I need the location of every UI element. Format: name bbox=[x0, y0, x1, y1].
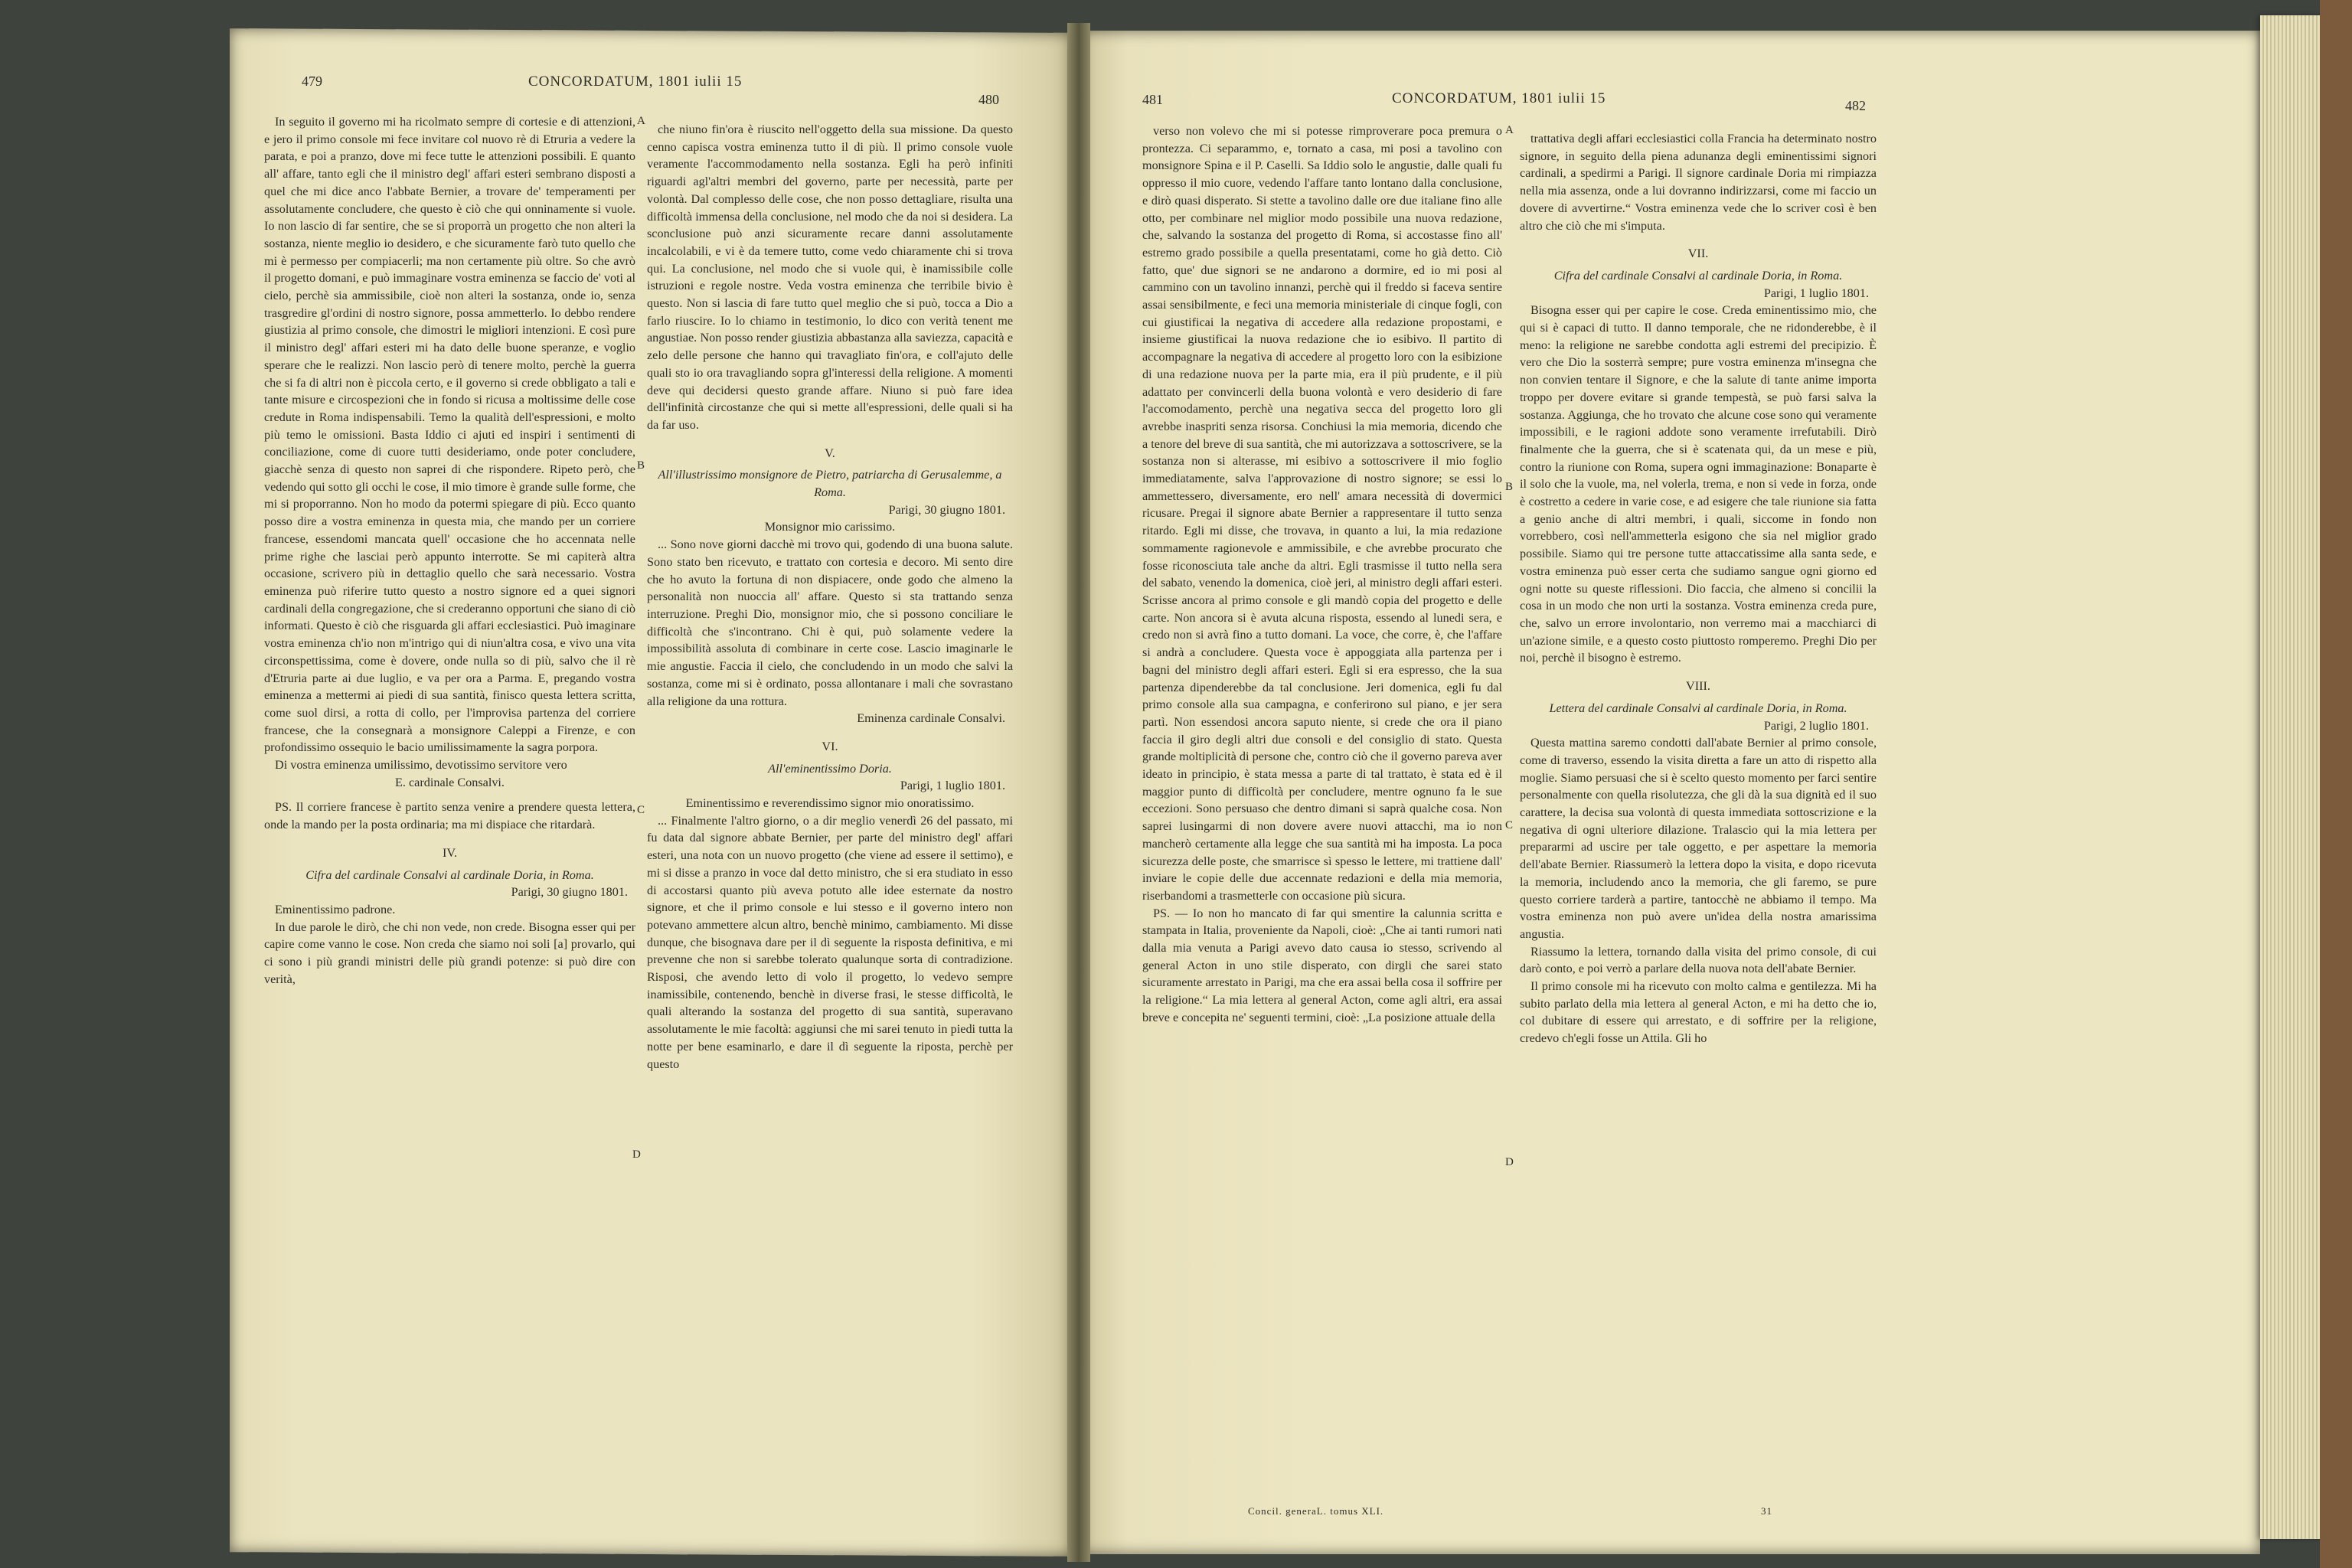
dateline: Parigi, 1 luglio 1801. bbox=[1763, 286, 1869, 300]
section-heading: VII. bbox=[1687, 247, 1709, 261]
footer-signature-number: 31 bbox=[1761, 1505, 1772, 1517]
column-1 bbox=[264, 113, 635, 988]
salutation: Eminentissimo e reverendissimo signor mio onoratissimo. bbox=[685, 796, 975, 811]
section-heading: VIII. bbox=[1686, 679, 1710, 694]
paragraph: Riassumo la lettera, tornando dalla visita del primo console, di cui darò conto, e poi verrò a parlare della nuova nota dell'abate Bernier. bbox=[1520, 944, 1877, 976]
footer-signature: Concil. generaL. tomus XLI. bbox=[1248, 1505, 1384, 1517]
salutation: Monsignor mio carissimo. bbox=[764, 520, 896, 534]
left-running-title: CONCORDATUM, 1801 iulii 15 bbox=[528, 74, 743, 90]
paragraph: ... Finalmente l'altro giorno, o a dir meglio venerdì 26 del passato, mi fu data dal signore abbate Bernier, per parte del ministro degl' affari esteri, una nota con un nuovo progetto (che viene ad essere il settimo), e mi si disse a pranzo in voce dal detto ministro, che si era studiato in esso di accostarsi quanto più aveva potuto alle idee esternate da nostro signore, et che il primo console e lui stesso e il governo intero non potevano ammettere alcun altro, benchè minimo, cambiamento. Mi disse dunque, che bisognava dare per il dì seguente la risposta definitiva, e mi prevenne che non si sarebbe tolerato qualunque sorta di contradizione. Risposi, che avendo letto di volo il progetto, lo vedevo sempre inamissibile, contenendo, benchè in diverse frasi, le stesse difficoltà, le quali alterando la sostanza del progetto di sua santità, superavano assolutamente le mie facoltà: aggiunsi che mi sarei tenuto in piedi tutta la notte per bene esaminarlo, e dare il dì seguente la riposta, perchè per questo bbox=[647, 813, 1013, 1071]
margin-marker-a: A bbox=[637, 115, 645, 127]
left-page-number: 479 bbox=[302, 74, 322, 89]
section-heading: V. bbox=[825, 446, 835, 460]
margin-marker-b: B bbox=[1505, 481, 1514, 493]
paragraph: Bisogna esser qui per capire le cose. Creda eminentissimo mio, che qui si è capaci di tutto. Il danno temporale, che ne ridonderebbe, è il meno: la religione ne sarebbe condotta agli estremi del precipizio. È vero che Dio la sosterrà sempre; pure vostra eminenza m'insegna che non convien tentare il Signore, e che la salute di tante anime importa troppo per dovere evitare si grande tempestà, se può farsi salva la sostanza. Aggiunga, che ho trovato che alcune cose sono qui veramente impossibili, e le ragioni addote sono veramente irrefutabili. Dirò finalmente che la guerra, che si è scatenata qui, da un mese e più, contro la riunione con Roma, supera ogni immaginazione: Bonaparte è il solo che la vuole, ma, nel volerla, trema, e non si vede in forza, onde è costretto a cedere in varie cose, e ad esigere che tale riunione sia fatta a genio anche di altri membri, i quali, siccome in fondo non vorrebbero, così nell'ammetterla esigono che sia nel miglior grado possibile. Siamo qui tre persone tutte attaccatissime alla santa sede, e vostra eminenza può esser certa che sudiamo sangue ogni giorno ed ogni notte su queste riflessioni. Dio faccia, che almeno si concilii la cosa in un modo che non urti la sostanza. Vostra eminenza creda pure, che, salvo un errore involontario, non verremo mai a macchiarci di un'azione simile, e a questo costo piuttosto romperemo. Preghi Dio per noi, perchè il bisogno è estremo. bbox=[1520, 303, 1877, 665]
signature: Eminenza cardinale Consalvi. bbox=[857, 711, 1005, 726]
section-title: Cifra del cardinale Consalvi al cardinale Doria, in Roma. bbox=[1553, 268, 1843, 283]
section-title: All'eminentissimo Doria. bbox=[768, 761, 892, 776]
margin-marker-d: D bbox=[632, 1148, 641, 1161]
column-2 bbox=[647, 121, 1013, 1073]
salutation: Eminentissimo padrone. bbox=[275, 902, 396, 916]
paragraph: ... Sono nove giorni dacchè mi trovo qui, godendo di una buona salute. Sono stato ben ricevuto, e trattato con cortesia e decoro. Mi sento dire che ho avuto la fortuna di non dispiacere, onde godo che almeno la personalità non nuoccia all' affare. Questo si sta trattando senza interruzione. Preghi Dio, monsignor mio, che si possono conciliare le difficoltà che s'incontrano. Chi è qui, può solamente vedere la impossibilità assoluta di combinare in certe cose. Lascio imaginarle le mie angustie. Faccia il cielo, che concludendo in un modo che salvi la sostanza, come mi si è ordinato, possa allontanare i mali che sovrastano alla religione da una rottura. bbox=[647, 537, 1013, 708]
dateline: Parigi, 2 luglio 1801. bbox=[1763, 718, 1869, 733]
dateline: Parigi, 1 luglio 1801. bbox=[900, 779, 1005, 793]
margin-marker-b: B bbox=[637, 459, 645, 472]
book-cover bbox=[2320, 0, 2352, 1568]
postscript: PS. Il corriere francese è partito senza venire a prendere questa lettera, onde la mando per la posta ordinaria; ma mi dispiace che ritardarà. bbox=[264, 800, 635, 832]
signature: E. cardinale Consalvi. bbox=[395, 775, 505, 789]
paragraph: che niuno fin'ora è riuscito nell'oggetto della sua missione. Da questo cenno capisca vostra eminenza tutto il di più. Il primo console vuole veramente l'accommodamento nella sostanza. Egli ha però infiniti riguardi agl'altri membri del governo, parte per necessità, parte per volontà. Dal complesso delle cose, che non posso dettagliare, risulta una difficoltà immensa della conclusione, nel modo che da noi si desidera. La sconclusione può anzi sicuramente recare danni assolutamente incalcolabili, e vi è da temere tutto, come vedo chiaramente chi si trova qui. La conclusione, nel modo che si vuole qui, è inamissibile colle istruzioni e regole nostre. Veda vostra eminenza che terribile bivio è questo. Non si lascia di fare tutto quel meglio che si può, tocca a Dio a farlo riuscire. Io lo chiamo in testimonio, lo dico con verità tenent me angustiae. Non posso render giustizia abbastanza alla saviezza, capacità e zelo delle persone che hanno qui travagliato fin'ora, e coll'ajuto delle quali sto io ora travagliando sopra gl'interessi della religione. A momenti deve qui decidersi questo grande affare. Niuno si può fare idea dell'infinità circostanze che qui si mette all'espressioni, delle quali si ha da far uso. bbox=[647, 122, 1013, 432]
page-edges bbox=[2260, 15, 2329, 1539]
margin-marker-d: D bbox=[1505, 1156, 1514, 1168]
right-running-title: CONCORDATUM, 1801 iulii 15 bbox=[1392, 90, 1606, 106]
paragraph: Il primo console mi ha ricevuto con molto calma e gentilezza. Mi ha subito parlato della mia lettera al general Acton, e mi ha detto che io, col dubitare di essere qui arrestato, e di soffrire per la religione, credevo ch'egli fosse un Attila. Gli ho bbox=[1520, 979, 1877, 1046]
paragraph: In due parole le dirò, che chi non vede, non crede. Bisogna esser qui per capire come vanno le cose. Non creda che siamo noi soli [a] provarlo, qui ci sono i più grandi ministri delle più grandi potenze: si può dire con verità, bbox=[264, 920, 635, 986]
left-page-number-2: 480 bbox=[978, 92, 999, 107]
section-heading: IV. bbox=[442, 845, 458, 860]
section-heading: VI. bbox=[822, 739, 838, 753]
dateline: Parigi, 30 giugno 1801. bbox=[511, 885, 628, 900]
paragraph: trattativa degli affari ecclesiastici colla Francia ha determinato nostro signore, in seguito della piena adunanza degli eminentissimi signori cardinali, a spedirmi a Parigi. Il signore cardinale Doria mi rimpiazza nella mia assenza, onde a lui dovranno indirizzarsi, come mi faccio un dovere di avvertirne.“ Vostra eminenza vede che lo scriver così è ben altro che ciò che mi s'imputa. bbox=[1520, 132, 1877, 233]
paragraph: In seguito il governo mi ha ricolmato sempre di cortesie e di attenzioni, e jero il primo console mi fece invitare col nuovo rè di Etruria a vedere la parata, e poi a pranzo, dove mi fece tutte le attenzioni possibili. E quanto all' affare, tanto egli che il ministro degl' affari esteri sembrano disposti a quel che mi dice anco l'abbate Bernier, a trovare de' temperamenti per assolutamente concludere, che questo è ciò che qui onninamente si vuole. Io non lascio di far sentire, che se si proporrà un progetto che non alteri la sostanza, niente meglio io desidero, e che sicuramente farò tuto quello che mi è permesso per compiacerli; ma non certamente più oltre. So che avrò il progetto domani, e può immaginare vostra eminenza se faccio de' voti al cielo, perchè sia ammissibile, cioè non alteri la sostanza, onde io, senza trasgredire gl'ordini di nostro signore, possa ammetterlo. Io debbo rendere giustizia al primo console, che dimostri le migliori intenzioni. E così pure il ministro degl' affari esteri mi ha dato delle buone speranze, e voglio sperare che le realizzi. Non lascio però di tenere molto, perchè la guerra che si fa di altri non è piccola certo, e il governo si crede obbligato a tali e tante misure e circospezioni che in fondo si ricusa a moltissime delle cose credute in Roma indispensabili. Temo la qualità dell'espressioni, e molto più temo le omissioni. Basta Iddio ci ajuti ed inspiri i sentimenti di conciliazione, come di cuore tutti desideriamo, onde poter concludere, giacchè senza di questo non saprei di che rispondere. Ripeto però, che vedendo qui sotto gli occhi le cose, il mio timore è grande sulle forme, che mi si proporranno. Non ho modo da potermi spiegare di più. Ecco quanto posso dire a vostra eminenza in questa mia, che mando per un corriere francese, essendomi mancata quell' occasione che ho accennata nelle prime righe che lasciai però appunto interrotte. Se mi capiterà altra occasione, scrivero più in dettaglio quello che sarà necessario. Vostra eminenza può riferire tutto questo a nostro signore ed a quei signori cardinali della congregazione, che si crederanno opportuni che siano di ciò informati. Questo è ciò che risguarda gli affari ecclesiastici. Può imaginare vostra eminenza ch'io non m'intrigo qui di niun'altra cosa, e vivo una vita circonspettissima, come è dovere, onde nulla so di più, salvo che il rè d'Etruria parte ai due luglio, e va per ora a Parma. E, pregando vostra eminenza a mettermi ai piedi di sua santità, finisco questa lettera scritta, come suol dirsi, a rotta di collo, per l'improvisa partenza del corriere francese, che la consegnarà a monsignore Caleppi a Firenze, e con profondissimo ossequio le bacio umilissimamente la sagra porpora. bbox=[264, 115, 635, 755]
paragraph: verso non volevo che mi si potesse rimproverare poca premura o prontezza. Ci separammo, e, tornato a casa, mi posi a tavolino con monsignore Spina e il P. Caselli. Sa Iddio solo le angustie, dalle quali fu oppresso il mio cuore, vedendo l'affare tanto lontano dalla conclusione, e dirò quasi disperato. Si stette a tavolino dalle ore due italiane fino alle otto, per combinare nel miglior modo possibile una nuova redazione, che, salvando la sostanza del progetto di Roma, si accostasse fino all' estremo grado possibile a quella presentatami, come ho già detto. Ciò fatto, que' due signori se ne andarono a dormire, ed io mi posi al cammino con un tavolino innanzi, perchè qui il freddo si faceva sentire assai sensibilmente, e feci una memoria ministeriale di cinque fogli, con cui giustificai la negativa di accedere alla redazione propostami, e insieme giustificai la nuova redazione che io esibivo. Il partito di accompagnare la negativa di accedere al progetto loro con la esibizione di una redazione nuova per la parte mia, era il più prudente, e il più adattato per convincerli della buona volontà e vero desiderio di fare l'accomodamento, perchè una negativa secca del progetto loro gli avrebbe inaspriti senza risorsa. Conchiusi la mia memoria, dicendo che a tenore del breve di sua santità, che mi autorizzava a sottoscrivere, se la sostanza non si alterasse, mi esibivo a sottoscrivere il mio foglio immediatamente, salva l'approvazione di nostro signore; se essi lo ammettessero, diversamente, ero nell' amara necessità di dovermici ricusare. Pregai il signore abate Bernier a rappresentare il tutto senza ritardo. Egli mi disse, che trovava, in quanto a lui, la mia redazione sommamente ragionevole e ammissibile, e che avrebbe procurato che fosse riconosciuta tale anche da altri. Egli trasmisse il tutto nella sera del sabato, venendo la domenica, cioè jeri, al ministro degli affari esteri. Scrisse ancora al primo console e gli mandò copia del progetto e delle carte. Non ancora si è avuta alcuna risposta, essendo al lunedi sera, e credo non si avrà fino a tutto domani. La voce, che corre, è, che l'affare si andrà a concludere. Questa voce è appoggiata alla partenza per i bagni del ministro degli affari esteri. Egli si era espresso, che la sua partenza dipenderebbe da tal conclusione. Jeri domenica, egli fu dal primo console alla sua campagna, e conferirono sul piano, e jer sera partì. Non essendosi ancora saputo niente, si crede che ora il piano faccia il giro degli altri due consoli e del consiglio di stato. Questa grande moltiplicità di persone che, contro ciò che il governo pareva aver ideato in principio, è stata messa a parte di tal trattato, è stata ed è il maggior punto di difficoltà per concludere, mentre ognuno fa le sue eccezioni. Sono persuaso che dentro dimani si saprà qualche cosa. Non saprei lusingarmi di non dovere avere nuovi attacchi, ma io non mancherò certamente alla legge che sua santità mi ha imposta. La poca sicurezza delle poste, che smarrisce sì spesso le lettere, mi trattiene dall' inviare le copie delle due accennate redazioni e della mia memoria, riserbandomi a trasmetterle con occasione più sicura. bbox=[1142, 124, 1502, 903]
book-gutter bbox=[1067, 23, 1090, 1562]
postscript: PS. — Io non ho mancato di far qui smentire la calunnia scritta e stampata in Italia, proveniente da Napoli, cioè: „Che ai tanti rumori nati dalla mia venuta a Parigi avevo dato causa io stesso, scrivendo al general Acton in uno stile disperato, con dirgli che sarei stato sicuramente arrestato in Parigi, ma che era assai bella cosa il soffrire per la religione.“ La mia lettera al general Acton, come agli altri, era assai breve e concepita ne' seguenti termini, cioè: „La posizione attuale della bbox=[1142, 906, 1502, 1024]
paragraph: Di vostra eminenza umilissimo, devotissimo servitore vero bbox=[275, 758, 567, 773]
dateline: Parigi, 30 giugno 1801. bbox=[888, 502, 1005, 517]
margin-marker-a: A bbox=[1505, 124, 1514, 136]
section-title: Cifra del cardinale Consalvi al cardinale Doria, in Roma. bbox=[305, 867, 594, 882]
margin-marker-c: C bbox=[637, 804, 645, 816]
column-3 bbox=[1142, 122, 1502, 1027]
paragraph: Questa mattina saremo condotti dall'abate Bernier al primo console, come di traverso, essendo la visita diretta a fare un atto di rispetto alla moglie. Siamo persuasi che si è scelto questo momento per farci sentire personalmente con quella risolutezza, che gli dà la sua dignità ed il suo carattere, la decisa sua volontà di questa immediata sottoscrizione e la negativa di ogni ulteriore dilazione. Tralascio qui la mia lettera per prepararmi ad uscire per tale oggetto, e per aspettare la memoria dell'abate Bernier. Riassumerò la lettera dopo la visita, e dopo ricevuta la memoria, includendo anco la memoria, che gli faremo, se pure questo corriere tarderà a partire, tantocchè ne abbiamo il tempo. Ma vostra eminenza non può avere un'idea della nostra amarissima angustia. bbox=[1520, 736, 1877, 941]
column-4 bbox=[1520, 130, 1877, 1047]
section-title: Lettera del cardinale Consalvi al cardinale Doria, in Roma. bbox=[1549, 701, 1847, 715]
right-page-number-2: 482 bbox=[1845, 98, 1866, 113]
right-page-number: 481 bbox=[1142, 92, 1163, 107]
section-title: All'illustrissimo monsignore de Pietro, patriarcha di Gerusalemme, a Roma. bbox=[658, 468, 1002, 500]
margin-marker-c: C bbox=[1505, 819, 1514, 831]
